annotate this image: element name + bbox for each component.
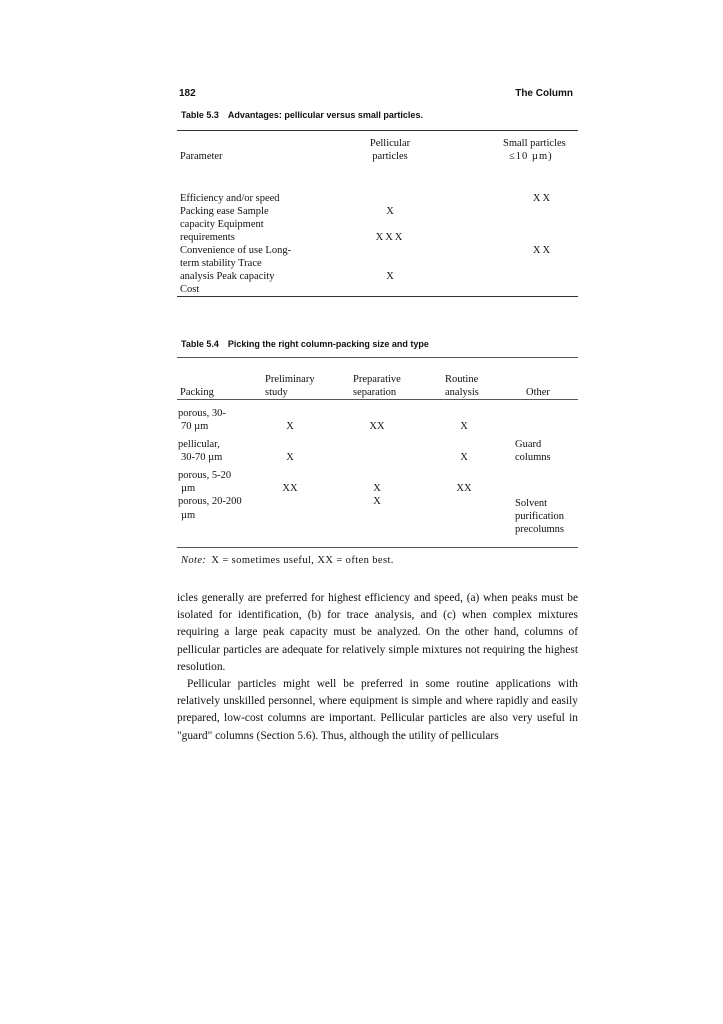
paragraph: Pellicular particles might well be preferred in some routine applications with relatively unskilled personnel, where equipment is simple and where rapidly and easily prepared, low-cost columns are important. Pellicular particles are also very useful in "guard" columns (Section 5.6). Thus, although the utility of pelliculars — [177, 678, 578, 742]
column-header-small-particles: Small particles — [503, 138, 566, 149]
table-cell: pellicular, — [178, 439, 220, 450]
table-cell: term stability Trace — [180, 258, 262, 269]
table-cell: Guard — [515, 439, 542, 450]
column-header-other: Other — [526, 387, 550, 398]
table-rule — [177, 130, 578, 131]
table-cell: requirements — [180, 232, 235, 243]
table-cell: porous, 20-200 — [178, 496, 242, 507]
table-cell: capacity Equipment — [180, 219, 264, 230]
table-number: Table 5.3 — [181, 110, 219, 120]
table-cell: Cost — [180, 284, 200, 295]
table-cell: X — [460, 452, 468, 463]
table-rule — [177, 296, 578, 297]
table-cell: Packing ease Sample — [180, 206, 269, 217]
table-5-4-caption — [181, 339, 429, 349]
page-number: 182 — [179, 88, 196, 99]
table-cell: X — [286, 452, 294, 463]
table-cell: X — [460, 421, 468, 432]
table-cell: XX — [532, 193, 553, 204]
table-cell: XX — [532, 245, 553, 256]
table-cell: precolumns — [515, 524, 564, 535]
table-cell: Convenience of use Long- — [180, 245, 292, 256]
table-rule — [177, 357, 578, 358]
table-title: Picking the right column-packing size and type — [227, 339, 429, 349]
column-header-pellicular: Pellicular — [369, 138, 411, 149]
table-cell: Efficiency and/or speed — [180, 193, 280, 204]
table-cell: XX — [282, 483, 298, 494]
table-cell: XX — [369, 421, 385, 432]
table-cell: µm — [181, 510, 196, 521]
column-header-pellicular: particles — [372, 151, 408, 162]
column-header-preparative: Preparative — [353, 374, 401, 385]
note-text: X = sometimes useful, XX = often best. — [211, 555, 394, 566]
column-header-small-particles: ≤10 µm) — [509, 151, 553, 162]
table-title: Advantages: pellicular versus small particles. — [227, 110, 423, 120]
table-cell: porous, 5-20 — [178, 470, 232, 481]
table-cell: Solvent — [515, 498, 548, 509]
table-cell: columns — [515, 452, 551, 463]
table-5-3-caption — [181, 110, 423, 120]
column-header-routine: Routine — [445, 374, 479, 385]
table-cell: X — [386, 271, 394, 282]
paragraph: icles generally are preferred for highest efficiency and speed, (a) when peaks must be isolated for identification, (b) for trace analysis, and (c) when complex mixtures requiring a large peak capacity must be analyzed. On the other hand, columns of pellicular particles are adequate for relatively simple mixtures not requiring the highest resolution. — [177, 592, 578, 673]
table-number: Table 5.4 — [181, 339, 219, 349]
column-header-preparative: separation — [353, 387, 397, 398]
column-header-packing: Packing — [180, 387, 214, 398]
table-cell: purification — [515, 511, 564, 522]
table-note — [181, 555, 394, 568]
column-header-parameter: Parameter — [180, 151, 223, 162]
column-header-routine: analysis — [445, 387, 479, 398]
column-header-preliminary: Preliminary — [265, 374, 315, 385]
table-cell: XX — [456, 483, 472, 494]
table-cell: analysis Peak capacity — [180, 271, 275, 282]
table-cell: 70 µm — [181, 421, 209, 432]
body-text — [177, 590, 578, 745]
table-cell: X — [373, 483, 381, 494]
table-cell: X — [386, 206, 394, 217]
running-title: The Column — [515, 88, 573, 99]
table-cell: X — [286, 421, 294, 432]
table-cell: X — [373, 496, 381, 507]
table-rule — [177, 399, 578, 400]
table-cell: µm — [181, 483, 196, 494]
table-cell: XXX — [375, 232, 405, 243]
table-cell: porous, 30- — [178, 408, 226, 419]
column-header-preliminary: study — [265, 387, 288, 398]
table-rule — [177, 547, 578, 548]
table-cell: 30-70 µm — [181, 452, 223, 463]
note-label: Note: — [181, 555, 207, 566]
